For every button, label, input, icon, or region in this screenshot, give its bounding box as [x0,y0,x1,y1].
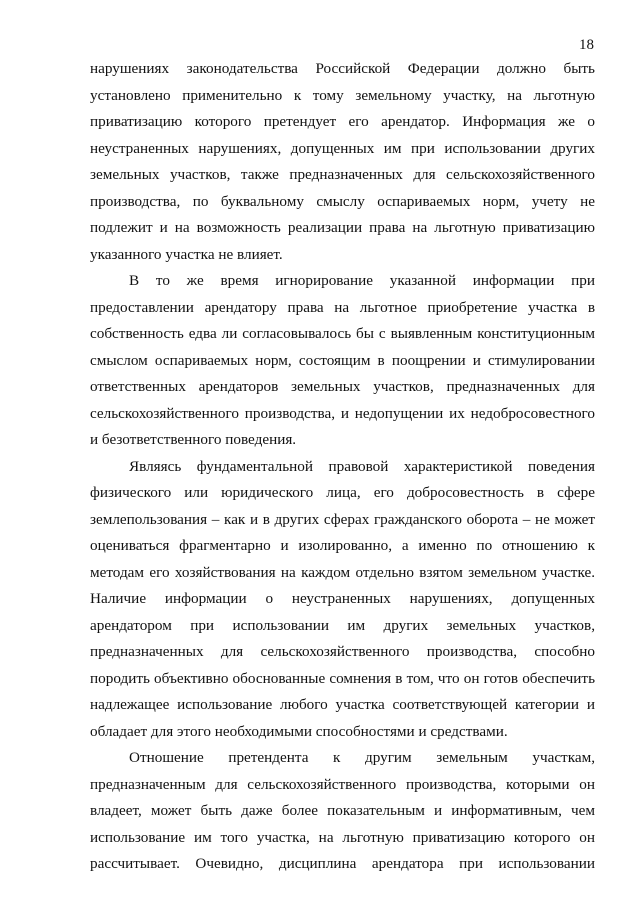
text-line: Наличие информации о неустраненных нарушениях, допущенных [90,590,595,607]
text-line: арендатором при использовании им других земельных участков, [90,616,595,634]
text-line: оцениваться фрагментарно и изолированно, а именно по отношению к [90,537,595,554]
text-line: неустраненных нарушениях, допущенных им при использовании других [90,139,595,157]
text-line: рассчитывает. Очевидно, дисциплина арендатора при использовании [90,855,595,872]
text-line: и безответственного поведения. [90,431,297,448]
text-line: собственность едва ли согласовывалось бы с выявленным конституционным [90,325,595,342]
text-line: Отношение претендента к другим земельным участкам, [129,749,595,766]
text-line: надлежащее использование любого участка соответствующей категории и [90,696,595,713]
text-line: ответственных арендаторов земельных участков, предназначенных для [90,378,595,395]
text-line: землепользования – как и в других сферах гражданского оборота – не может [90,510,595,528]
text-line: земельных участков, также предназначенных для сельскохозяйственного [90,166,595,183]
text-line: сельскохозяйственного производства, и недопущении их недобросовестного [90,404,595,422]
text-line: указанного участка не влияет. [90,245,283,263]
text-line: установлено применительно к тому земельному участку, на льготную [90,86,595,104]
text-line: владеет, может быть даже более показательным и информативным, чем [90,802,595,819]
text-line: предназначенных для сельскохозяйственного производства, способно [90,643,595,660]
page-number: 18 [579,37,594,53]
text-line: подлежит и на возможность реализации права на льготную приватизацию [90,219,595,236]
body-text [90,56,595,878]
text-line: методам его хозяйствования на каждом отдельно взятом земельном участке. [90,563,595,581]
text-line: приватизацию которого претендует его арендатор. Информация же о [90,113,595,130]
text-line: производства, по буквальному смыслу оспариваемых норм, учету не [90,192,595,210]
text-line: смыслом оспариваемых норм, состоящим в поощрении и стимулировании [90,351,595,369]
text-line: породить объективно обоснованные сомнения в том, что он готов обеспечить [90,669,595,687]
text-line: В то же время игнорирование указанной информации при [129,272,595,289]
text-line: нарушениях законодательства Российской Федерации должно быть [90,60,595,77]
text-line: использование им того участка, на льготную приватизацию которого он [90,828,595,846]
text-line: Являясь фундаментальной правовой характеристикой поведения [129,457,595,475]
text-line: предоставлении арендатору права на льготное приобретение участка в [90,298,595,316]
text-line: обладает для этого необходимыми способностями и средствами. [90,722,508,740]
text-line: предназначенным для сельскохозяйственного производства, которыми он [90,775,595,793]
text-line: физического или юридического лица, его добросовестность в сфере [90,484,595,501]
